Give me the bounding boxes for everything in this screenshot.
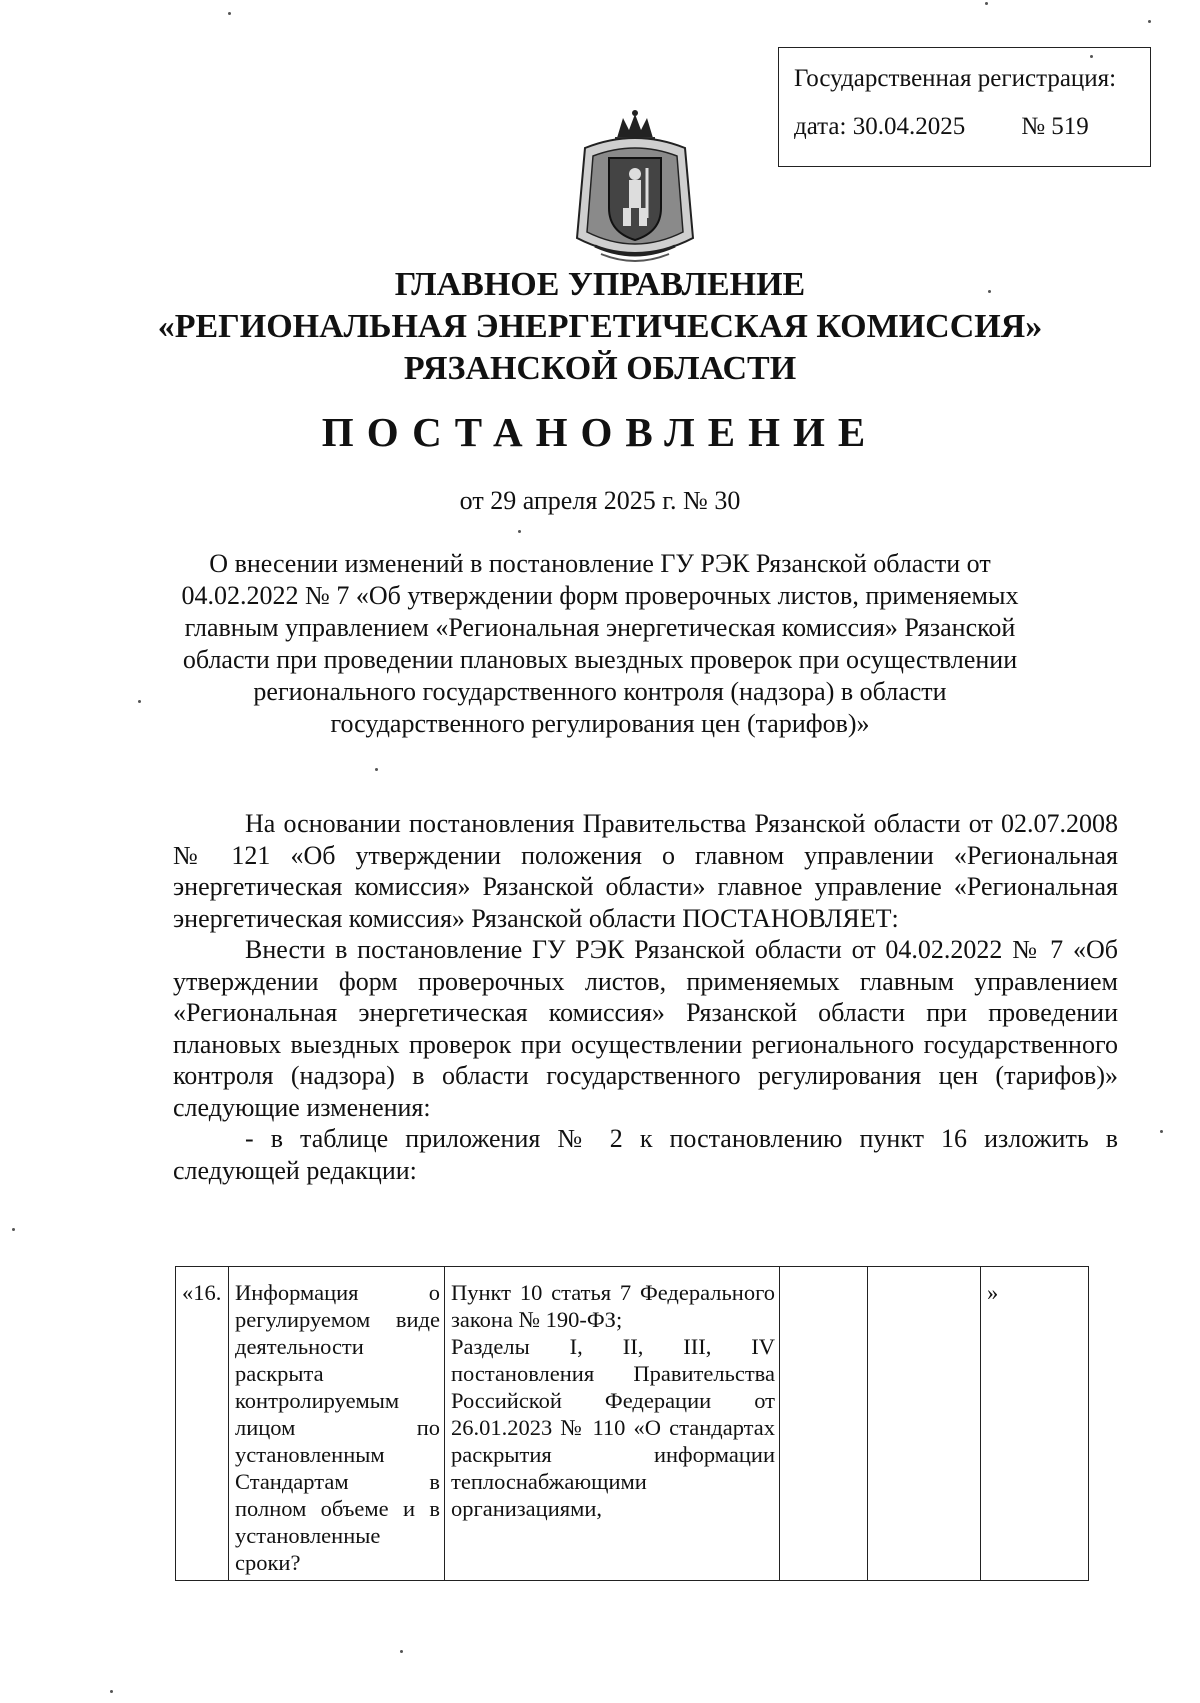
table-row: [176, 1267, 1089, 1581]
organization-title-line1: ГЛАВНОЕ УПРАВЛЕНИЕ: [394, 266, 806, 303]
scan-speck: [375, 768, 378, 771]
requirements-item-decree: Разделы I, II, III, IV постановления Правительства Российской Федерации от 26.01.2023 № 110 «О стандартах раскрытия информации теплоснабжающими организациями,: [451, 1334, 775, 1521]
scan-speck: [985, 2, 988, 5]
table-cell-number: «16.: [176, 1267, 229, 1581]
body-paragraph-amendment: Внести в постановление ГУ РЭК Рязанской области от 04.02.2022 № 7 «Об утверждении форм проверочных листов, применяемых главным управлением «Региональная энергетическая комиссия» Рязанской области при проведении плановых выездных проверок при осуществлении регионального государственного контроля (надзора) в области государственного регулирования цен (тарифов)» следующие изменения:: [173, 935, 1118, 1122]
scan-speck: [1090, 55, 1093, 58]
organization-title-line2: «РЕГИОНАЛЬНАЯ ЭНЕРГЕТИЧЕСКАЯ КОМИССИЯ»: [157, 308, 1043, 345]
table-cell-question: Информация о регулируемом виде деятельности раскрыта контролируемым лицом по установленным Стандартам в полном объеме и в установленные сроки?: [229, 1267, 445, 1581]
body-paragraph-basis: На основании постановления Правительства Рязанской области от 02.07.2008 № 121 «Об утверждении положения о главном управлении «Региональная энергетическая комиссия» Рязанской области» главное управление «Региональная энергетическая комиссия» Рязанской области ПОСТАНОВЛЯЕТ:: [173, 809, 1118, 933]
registration-date: дата: 30.04.2025: [794, 113, 966, 140]
scan-speck: [12, 1228, 15, 1231]
amendment-table: [175, 1266, 1089, 1581]
document-date-number: от 29 апреля 2025 г. № 30: [459, 486, 741, 515]
organization-title: [0, 264, 1200, 390]
registration-title: Государственная регистрация:: [794, 65, 1117, 92]
scan-speck: [1160, 1130, 1163, 1133]
requirements-item-law: Пункт 10 статья 7 Федерального закона № 190-ФЗ;: [451, 1280, 775, 1332]
scan-speck: [138, 700, 141, 703]
ryazan-coat-of-arms-icon: [565, 108, 705, 268]
document-type: ПОСТАНОВЛЕНИЕ: [321, 409, 879, 455]
body-paragraph-table-instruction: - в таблице приложения № 2 к постановлению пункт 16 изложить в следующей редакции:: [173, 1124, 1118, 1185]
document-body: [173, 808, 1118, 1186]
table-cell-closing-quote: »: [981, 1267, 1089, 1581]
scan-speck: [988, 290, 991, 293]
registration-stamp: [778, 47, 1151, 167]
scan-speck: [228, 12, 231, 15]
table-cell-empty-4: [780, 1267, 868, 1581]
scan-speck: [400, 1650, 403, 1653]
scan-speck: [518, 530, 521, 533]
scan-speck: [1148, 20, 1151, 23]
table-cell-requirements: [445, 1267, 780, 1581]
registration-number: № 519: [1021, 113, 1089, 140]
table-cell-empty-5: [868, 1267, 981, 1581]
document-subject: О внесении изменений в постановление ГУ РЭК Рязанской области от 04.02.2022 № 7 «Об утверждении форм проверочных листов, применяемых главным управлением «Региональная энергетическая комиссия» Рязанской области при проведении плановых выездных проверок при осуществлении регионального государственного контроля (надзора) в области государственного регулирования цен (тарифов)»: [181, 549, 1019, 738]
scan-speck: [110, 1690, 113, 1693]
organization-title-line3: РЯЗАНСКОЙ ОБЛАСТИ: [403, 350, 797, 387]
